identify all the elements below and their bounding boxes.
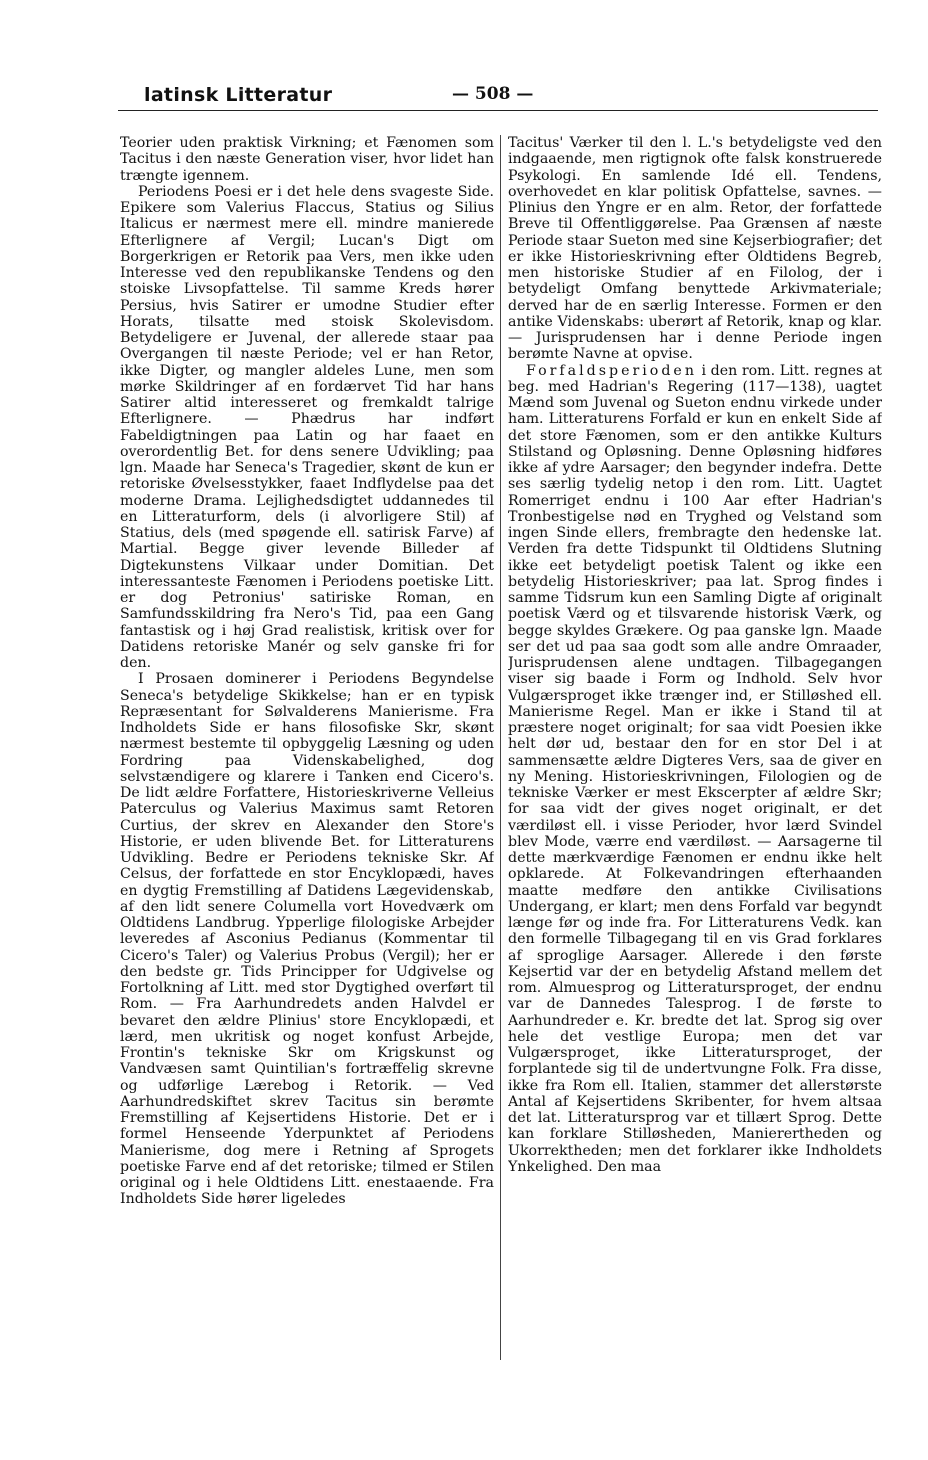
section-term: Forfaldsperioden bbox=[526, 362, 697, 379]
paragraph-prose: I Prosaen dominerer i Periodens Begyndelse Seneca's betydelige Skikkelse; han er en typisk Repræsentant for Sølvalderens Manierisme. Fra Indholdets Side er hans filosofiske Skr, skønt nærmest bestemte til opbyggelig Læsning og uden Fordring paa Videnskabelighed, dog selvstændigere og klarere i Tanken end Cicero's. De lidt ældre Forfattere, Historieskriverne Velleius Paterculus og Valerius Maximus samt Retoren Curtius, der skrev en Alexander den Store's Historie, er uden blivende Bet. for Litteraturens Udvikling. Bedre er Periodens tekniske Skr. Af Celsus, der forfattede en stor Encyklopædi, haves en dygtig Fremstilling af Datidens Lægevidenskab, af den lidt senere Columella vort Hovedværk om Oldtidens Landbrug. Ypperlige filologiske Arbejder leveredes af Asconius Pedianus (Kommentar til Cicero's Taler) og Valerius Probus (Vergil); her er den bedste gr. Tids Principper for Udgivelse og Fortolkning af Litt. med stor Dygtighed overført til Rom. — Fra Aarhundredets anden Halvdel er bevaret den ældre Plinius' store Encyklopædi, et lærd, men ukritisk og noget konfust Arbejde, Frontin's tekniske Skr om Krigskunst og Vandvæsen samt Quintilian's fortræffelig skrevne og udførlige Lærebog i Retorik. — Ved Aarhundredskiftet skrev Tacitus sin berømte Fremstilling af Kejsertidens Historie. Det er i formel Henseende Yderpunktet af Periodens Manierisme, dog mere i Retning af Sprogets poetiske Farve end af det retoriske; tilmed er Stilen original og i hele Oldtidens Litt. enestaaende. Fra Indholdets Side hører ligeledes bbox=[120, 671, 494, 1208]
paragraph-decline-text: i den rom. Litt. regnes at beg. med Hadrian's Regering (117—138), uagtet Mænd som Juvenal og Sueton endnu virkede under ham. Litteraturens Forfald er kun en enkelt Side af det store Fænomen, som er den antikke Kulturs Stilstand og Opløsning. Denne Opløsning hidføres ikke af ydre Aarsager; den begynder indefra. Dette ses særlig tydelig netop i den rom. Litt. Uagtet Romerriget endnu i 100 Aar efter Hadrian's Tronbestigelse nød en Tryghed og Velstand som ingen Sinde ellers, frembragte den hedenske lat. Verden fra dette Tidspunkt til Oldtidens Slutning ikke eet betydeligt poetisk Talent og ikke een betydelig Historieskriver; paa lat. Sprog findes i samme Tidsrum kun een Samling Digte af originalt poetisk Værd og et tilsvarende historisk Værk, og begge skyldes Grækere. Og paa ganske lgn. Maade ser det ud paa saa godt som alle andre Omraader, Jurisprudensen alene undtagen. Tilbagegangen viser sig baade i Form og Indhold. Selv hvor Vulgærsproget ikke trænger ind, er Stilløshed ell. Manierisme Regel. Man er ikke i Stand til at præstere noget originalt; for saa vidt Poesien ikke helt dør ud, bestaar den for en stor Del i at sammensætte ældre Digteres Vers, saa de giver en ny Mening. Historieskrivningen, Filologien og de tekniske Værker er mest Ekscerpter af ældre Skr; for saa vidt der gives noget originalt, er det værdiløst ell. i visse Perioder, hvor lærd Svindel blev Mode, værre end værdiløst. — Aarsagerne til dette mærkværdige Fænomen er endnu ikke helt opklarede. At Folkevandringen efterhaanden maatte medføre den antikke Civilisations Undergang, er klart; men dens Forfald var begyndt længe før og inde fra. For Litteraturens Vedk. kan den formelle Tilbagegang til en vis Grad forklares af sproglige Aarsager. Allerede i den første Kejsertid var der en betydelig Afstand mellem det rom. Almuesprog og Litteratursproget, der endnu var de Dannedes Talesprog. I de første to Aarhundreder e. Kr. bredte det lat. Sprog sig over hele det vestlige Europa; men det var Vulgærsproget, ikke Litteratursproget, der forplantede sig til de undertvungne Folk. Fra disse, ikke fra Rom ell. Italien, stammer det allerstørste Antal af Kejsertidens Skribenter, for hvem altsaa det lat. Litteratursprog var et tillært Sprog. Dette kan forklare Stilløsheden, Manierertheden og Ukorrektheden; men det forklarer ikke Indholdets Ynkelighed. Den maa bbox=[508, 362, 882, 1175]
paragraph-continuation: Teorier uden praktisk Virkning; et Fænomen som Tacitus i den næste Generation viser, hvor lidet han trængte igennem. bbox=[120, 135, 494, 184]
column-divider bbox=[500, 135, 501, 1360]
paragraph-poetry: Periodens Poesi er i det hele dens svageste Side. Epikere som Valerius Flaccus, Statius og Silius Italicus er nærmest mere ell. mindre manierede Efterlignere af Vergil; Lucan's Digt om Borgerkrigen er Retorik paa Vers, men ikke uden Interesse ved den republikanske Tendens og den stoiske Livsopfattelse. Til samme Kreds hører Persius, hvis Satirer er umodne Studier efter Horats, tilsatte med stoisk Skolevisdom. Betydeligere er Juvenal, der allerede staar paa Overgangen til næste Periode; vel er han Retor, ikke Digter, og mangler aldeles Lune, men som mørke Skildringer af en fordærvet Tid har hans Satirer altid interesseret og fremkaldt talrige Efterlignere. — Phædrus har indført Fabeldigtningen paa Latin og har faaet en overordentlig Bet. for dens senere Udvikling; paa lgn. Maade har Seneca's Tragedier, skønt de kun er retoriske Øvelsesstykker, faaet Indflydelse paa det moderne Drama. Lejlighedsdigtet uddannedes til en Litteraturform, dels (i alvorligere Stil) af Statius, dels (med spøgende ell. satirisk Farve) af Martial. Begge giver levende Billeder af Digtekunstens Vilkaar under Domitian. Det interessanteste Fænomen i Periodens poetiske Litt. er dog Petronius' satiriske Roman, en Samfundsskildring fra Nero's Tid, paa een Gang fantastisk og i høj Grad realistisk, kritisk over for Datidens retoriske Manér og selv ganske fri for den. bbox=[120, 183, 494, 671]
left-column bbox=[120, 135, 494, 1361]
header-rule bbox=[118, 110, 878, 111]
page-header bbox=[118, 80, 878, 114]
right-column bbox=[508, 135, 882, 1361]
paragraph-continuation-right: Tacitus' Værker til den l. L.'s betydeligste ved den indgaaende, men rigtignok ofte falsk konstruerede Psykologi. En samlende Idé ell. Tendens, overhovedet en klar politisk Opfattelse, savnes. — Plinius den Yngre er en alm. Retor, der forfattede Breve til Offentliggørelse. Paa Grænsen af næste Periode staar Sueton med sine Kejserbiografier; det er ikke Historieskrivning efter Oldtidens Begreb, men historiske Studier af en Filolog, der i betydeligt Omfang benyttede Arkivmateriale; derved har de en særlig Interesse. Formen er den antike Videnskabs: uberørt af Retorik, knap og klar. — Jurisprudensen har i denne Periode ingen berømte Navne at opvise. bbox=[508, 135, 882, 363]
running-title: latinsk Litteratur bbox=[144, 84, 333, 106]
paragraph-decline-period bbox=[508, 363, 882, 1176]
page-number: — 508 — bbox=[452, 84, 534, 104]
